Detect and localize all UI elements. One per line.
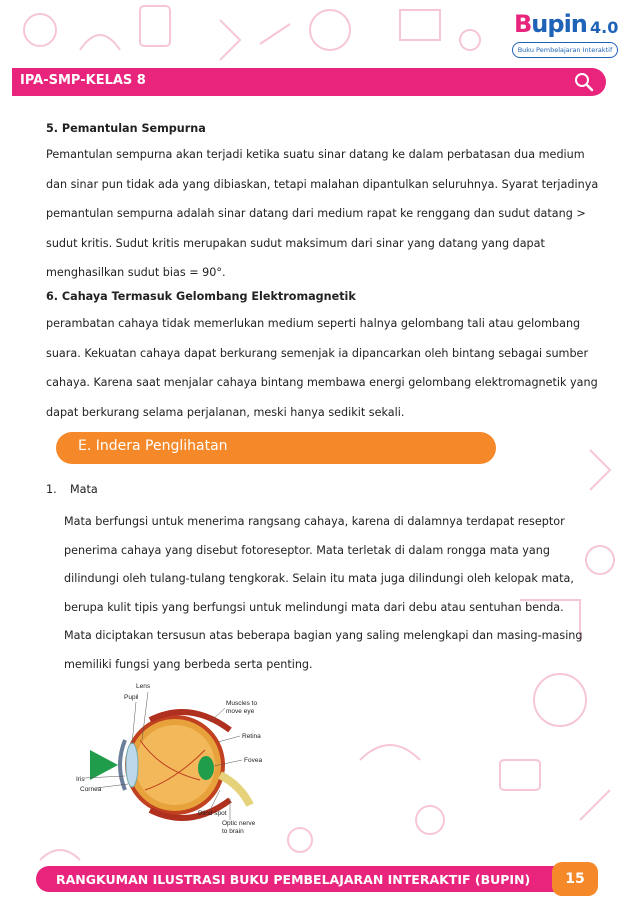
light-left-shape [90,750,118,780]
bupin-logo [512,10,620,62]
section-e-pill [56,432,496,464]
label-fovea: Fovea [244,757,263,764]
label-blind-spot: Blind spot [198,810,227,817]
page-number: 15 [552,862,598,896]
section-e-title: E. Indera Penglihatan [78,438,228,454]
footer-title: RANGKUMAN ILUSTRASI BUKU PEMBELAJARAN INTERAKTIF (BUPIN) [56,872,531,887]
label-muscles-1: Muscles to [226,700,258,707]
lens-shape [126,743,138,787]
footer-bar [36,866,558,892]
iris-shape [120,740,125,790]
label-cornea: Cornea [80,786,102,793]
image-on-retina-shape [198,756,214,780]
search-icon[interactable] [574,72,594,92]
logo-wordmark: Bupin [514,10,587,38]
section-6-body: perambatan cahaya tidak memerlukan medium seperti halnya gelombang tali atau gelombang suara. Kekuatan cahaya dapat berkurang semenjak ia dipancarkan oleh bintang sebagai sumber cahaya. Karena saat menjalar cahaya bintang membawa energi gelombang elektromagnetik yang dapat berkurang selama perjalanan, meski hanya sedikit sekali. [46,317,598,419]
label-retina: Retina [242,733,261,740]
label-iris: Iris [76,776,85,783]
section-6-heading: 6. Cahaya Termasuk Gelombang Elektromagnetik [46,290,356,303]
eye-diagram [70,680,270,838]
logo-version: 4.0 [590,18,619,37]
label-lens: Lens [136,683,151,690]
item-number: 1. [46,483,57,496]
logo-subtitle: Buku Pembelajaran Interaktif [512,42,618,58]
header-title: IPA-SMP-KELAS 8 [20,73,146,88]
section-5-heading: 5. Pemantulan Sempurna [46,122,206,135]
item-label: Mata [70,483,98,496]
eye-paragraph: Mata berfungsi untuk menerima rangsang cahaya, karena di dalamnya terdapat reseptor penerima cahaya yang disebut fotoreseptor. Mata terletak di dalam rongga mata yang dilindungi oleh tulang-tulang tengkorak. Selain itu mata juga dilindungi oleh kelopak mata, berupa kulit tipis yang berfungsi untuk melindungi mata dari debu atau sentuhan benda. Mata diciptakan tersusun atas beberapa bagian yang saling melengkapi dan masing-masing memiliki fungsi yang berbeda serta penting. [64,515,583,671]
section-5-body: Pemantulan sempurna akan terjadi ketika suatu sinar datang ke dalam perbatasan dua medium dan sinar pun tidak ada yang dibiaskan, tetapi malahan dipantulkan seluruhnya. Syarat terjadinya pemantulan sempurna adalah sinar datang dari medium rapat ke renggang dan sudut datang > sudut kritis. Sudut kritis merupakan sudut maksimum dari sinar yang datang yang dapat menghasilkan sudut bias = 90°. [46,148,599,279]
label-muscles-2: move eye [226,708,255,715]
header-bar [12,68,606,96]
label-pupil: Pupil [124,694,139,701]
label-optic-nerve-2: to brain [222,828,244,835]
label-optic-nerve-1: Optic nerve [222,820,256,827]
